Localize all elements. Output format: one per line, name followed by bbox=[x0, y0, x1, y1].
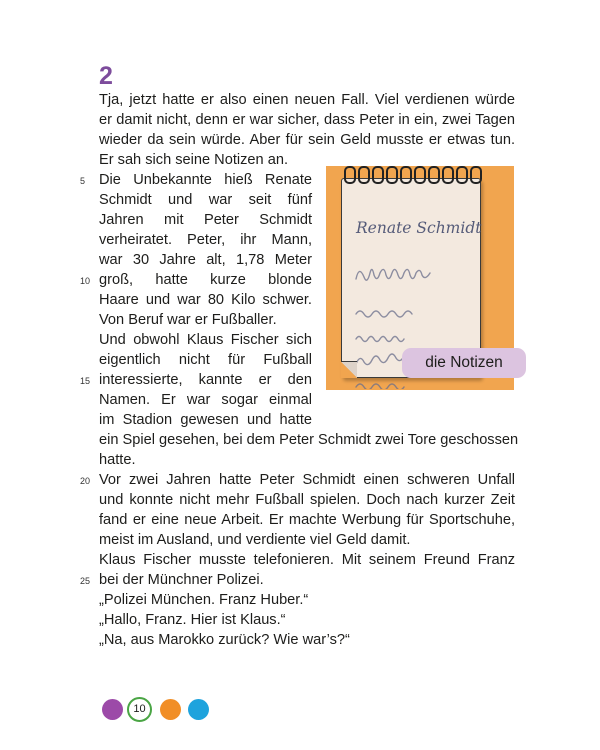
text-line-4: Er sah sich seine Notizen an. bbox=[99, 152, 289, 168]
notepad-name: Renate Schmidt bbox=[356, 219, 482, 237]
line-number-5: 5 bbox=[80, 176, 86, 186]
footer-dot-orange bbox=[160, 699, 181, 720]
text-line-6: Schmidt und war seit fünf bbox=[99, 192, 312, 208]
line-number-20: 20 bbox=[80, 476, 91, 486]
text-line-23: meist im Ausland, und verdiente viel Geld damit. bbox=[99, 532, 411, 548]
text-line-8: verheiratet. Peter, ihr Mann, bbox=[99, 232, 312, 248]
text-line-24: Klaus Fischer musste telefonieren. Mit seinem Freund Franz bbox=[99, 552, 515, 568]
text-line-9: war 30 Jahre alt, 1,78 Meter bbox=[99, 252, 312, 268]
text-line-13: Und obwohl Klaus Fischer sich bbox=[99, 332, 312, 348]
text-line-10: groß, hatte kurze blonde bbox=[99, 272, 312, 288]
text-line-17: im Stadion gewesen und hatte bbox=[99, 412, 312, 428]
text-line-2: er damit nicht, denn er war sicher, dass Peter in ein, zwei Tagen bbox=[99, 112, 515, 128]
text-line-22: fand er eine neue Arbeit. Er machte Werbung für Sportschuhe, bbox=[99, 512, 515, 528]
text-line-18: ein Spiel gesehen, bei dem Peter Schmidt zwei Tore geschossen bbox=[99, 432, 519, 448]
text-line-25: bei der Münchner Polizei. bbox=[99, 572, 264, 588]
footer-dot-purple bbox=[102, 699, 123, 720]
text-line-1: Tja, jetzt hatte er also einen neuen Fall. Viel verdienen würde bbox=[99, 92, 515, 108]
line-number-25: 25 bbox=[80, 576, 91, 586]
line-number-15: 15 bbox=[80, 376, 91, 386]
text-line-16: Namen. Er war sogar einmal bbox=[99, 392, 312, 408]
chapter-number: 2 bbox=[99, 62, 113, 90]
text-line-27: „Hallo, Franz. Hier ist Klaus.“ bbox=[99, 612, 286, 628]
text-line-26: „Polizei München. Franz Huber.“ bbox=[99, 592, 309, 608]
text-line-5: Die Unbekannte hieß Renate bbox=[99, 172, 312, 188]
page-number: 10 bbox=[127, 697, 152, 722]
text-line-15: interessierte, kannte er den bbox=[99, 372, 312, 388]
text-line-14: eigentlich nicht für Fußball bbox=[99, 352, 312, 368]
notepad-label: die Notizen bbox=[402, 348, 526, 378]
text-line-19: hatte. bbox=[99, 452, 136, 468]
text-line-21: und konnte nicht mehr Fußball spielen. Doch nach kurzer Zeit bbox=[99, 492, 515, 508]
text-line-12: Von Beruf war er Fußballer. bbox=[99, 312, 277, 328]
text-line-20: Vor zwei Jahren hatte Peter Schmidt einen schweren Unfall bbox=[99, 472, 515, 488]
text-line-3: wieder da sein würde. Aber für sein Geld musste er etwas tun. bbox=[99, 132, 515, 148]
text-line-7: Jahren mit Peter Schmidt bbox=[99, 212, 312, 228]
text-line-11: Haare und war 80 Kilo schwer. bbox=[99, 292, 312, 308]
text-line-28: „Na, aus Marokko zurück? Wie war’s?“ bbox=[99, 632, 350, 648]
paper-curl bbox=[341, 361, 357, 378]
footer-dot-blue bbox=[188, 699, 209, 720]
line-number-10: 10 bbox=[80, 276, 91, 286]
